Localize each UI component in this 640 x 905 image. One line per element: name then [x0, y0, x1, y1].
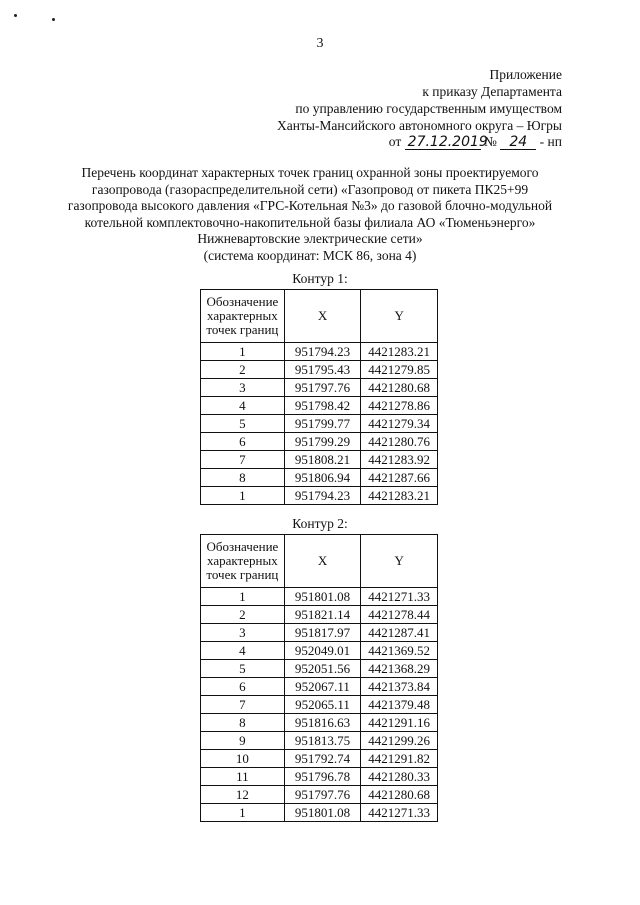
- table-row: [201, 397, 438, 415]
- appendix-block: [277, 66, 562, 134]
- x-cell: 951799.77: [284, 415, 361, 433]
- point-cell: 5: [201, 415, 285, 433]
- x-cell: 951801.08: [284, 588, 361, 606]
- y-cell: 4421271.33: [361, 588, 438, 606]
- y-cell: 4421369.52: [361, 642, 438, 660]
- y-cell: 4421280.68: [361, 786, 438, 804]
- y-cell: 4421278.86: [361, 397, 438, 415]
- table-row: [201, 487, 438, 505]
- table-row: [201, 804, 438, 822]
- contour-2-table: [200, 534, 438, 822]
- point-cell: 2: [201, 361, 285, 379]
- point-cell: 5: [201, 660, 285, 678]
- x-cell: 951813.75: [284, 732, 361, 750]
- point-cell: 1: [201, 487, 285, 505]
- x-cell: 952067.11: [284, 678, 361, 696]
- header-y: Y: [361, 290, 438, 343]
- scan-speck: [14, 14, 17, 17]
- x-cell: 952065.11: [284, 696, 361, 714]
- table-row: [201, 786, 438, 804]
- x-cell: 951794.23: [284, 343, 361, 361]
- table-row: [201, 606, 438, 624]
- table-row: [201, 469, 438, 487]
- point-cell: 4: [201, 642, 285, 660]
- contour-1-label: Контур 1:: [292, 271, 348, 286]
- order-prefix: от: [388, 134, 402, 149]
- appendix-line: Приложение: [489, 67, 562, 82]
- x-cell: 952051.56: [284, 660, 361, 678]
- x-cell: 951821.14: [284, 606, 361, 624]
- title-line: газопровода (газораспределительной сети) «Газопровод от пикета ПК25+99: [91, 181, 529, 197]
- point-cell: 1: [201, 588, 285, 606]
- point-cell: 7: [201, 696, 285, 714]
- point-cell: 8: [201, 469, 285, 487]
- point-cell: 3: [201, 379, 285, 397]
- x-cell: 951808.21: [284, 451, 361, 469]
- table-row: [201, 732, 438, 750]
- point-cell: 10: [201, 750, 285, 768]
- title-line: (система координат: МСК 86, зона 4): [203, 247, 417, 263]
- order-number-prefix: №: [484, 134, 497, 149]
- table-row: [201, 433, 438, 451]
- table-row: [201, 415, 438, 433]
- table-row: [201, 714, 438, 732]
- x-cell: 951806.94: [284, 469, 361, 487]
- order-date-handwritten: 27.12.2019: [405, 135, 481, 150]
- header-point: Обозначение характерных точек границ: [201, 535, 285, 588]
- contour-2-label: Контур 2:: [292, 516, 348, 531]
- y-cell: 4421287.41: [361, 624, 438, 642]
- y-cell: 4421368.29: [361, 660, 438, 678]
- table-row: [201, 660, 438, 678]
- point-cell: 12: [201, 786, 285, 804]
- y-cell: 4421279.34: [361, 415, 438, 433]
- point-cell: 6: [201, 433, 285, 451]
- appendix-line: Ханты-Мансийского автономного округа – Югры: [277, 118, 562, 133]
- y-cell: 4421379.48: [361, 696, 438, 714]
- x-cell: 951801.08: [284, 804, 361, 822]
- point-cell: 3: [201, 624, 285, 642]
- x-cell: 951798.42: [284, 397, 361, 415]
- table-row: [201, 642, 438, 660]
- scan-speck: [52, 18, 55, 21]
- x-cell: 951799.29: [284, 433, 361, 451]
- page-number: 3: [316, 36, 324, 51]
- header-point: Обозначение характерных точек границ: [201, 290, 285, 343]
- y-cell: 4421299.26: [361, 732, 438, 750]
- header-x: X: [284, 290, 361, 343]
- y-cell: 4421271.33: [361, 804, 438, 822]
- point-cell: 9: [201, 732, 285, 750]
- y-cell: 4421280.76: [361, 433, 438, 451]
- y-cell: 4421291.16: [361, 714, 438, 732]
- x-cell: 951795.43: [284, 361, 361, 379]
- x-cell: 951797.76: [284, 786, 361, 804]
- header-y: Y: [361, 535, 438, 588]
- y-cell: 4421280.33: [361, 768, 438, 786]
- x-cell: 951817.97: [284, 624, 361, 642]
- point-cell: 1: [201, 343, 285, 361]
- x-cell: 951792.74: [284, 750, 361, 768]
- point-cell: 11: [201, 768, 285, 786]
- y-cell: 4421280.68: [361, 379, 438, 397]
- table-header-row: [201, 290, 438, 343]
- title-line: Нижневартовские электрические сети»: [197, 231, 423, 246]
- table-row: [201, 624, 438, 642]
- title-line: газопровода высокого давления «ГРС-Котельная №3» до газовой блочно-модульной: [67, 198, 553, 213]
- point-cell: 6: [201, 678, 285, 696]
- y-cell: 4421287.66: [361, 469, 438, 487]
- table-row: [201, 379, 438, 397]
- point-cell: 7: [201, 451, 285, 469]
- order-suffix: - нп: [539, 134, 562, 149]
- y-cell: 4421283.21: [361, 343, 438, 361]
- title-line: Перечень координат характерных точек границ охранной зоны проектируемого: [81, 165, 539, 180]
- table-row: [201, 343, 438, 361]
- x-cell: 951796.78: [284, 768, 361, 786]
- title-line: котельной комплектовочно-накопительной базы филиала АО «Тюменьэнерго»: [84, 214, 536, 230]
- point-cell: 8: [201, 714, 285, 732]
- order-reference: [389, 134, 562, 150]
- x-cell: 952049.01: [284, 642, 361, 660]
- y-cell: 4421291.82: [361, 750, 438, 768]
- table-row: [201, 451, 438, 469]
- order-number-handwritten: 24: [500, 135, 536, 150]
- point-cell: 1: [201, 804, 285, 822]
- y-cell: 4421283.21: [361, 487, 438, 505]
- table-row: [201, 361, 438, 379]
- contour-1-table: [200, 289, 438, 505]
- x-cell: 951797.76: [284, 379, 361, 397]
- document-title: [60, 165, 560, 264]
- y-cell: 4421373.84: [361, 678, 438, 696]
- table-row: [201, 588, 438, 606]
- y-cell: 4421279.85: [361, 361, 438, 379]
- point-cell: 4: [201, 397, 285, 415]
- x-cell: 951816.63: [284, 714, 361, 732]
- table-row: [201, 750, 438, 768]
- point-cell: 2: [201, 606, 285, 624]
- y-cell: 4421278.44: [361, 606, 438, 624]
- appendix-line: по управлению государственным имуществом: [295, 101, 562, 116]
- appendix-line: к приказу Департамента: [422, 84, 562, 99]
- table-header-row: [201, 535, 438, 588]
- y-cell: 4421283.92: [361, 451, 438, 469]
- table-row: [201, 696, 438, 714]
- table-row: [201, 768, 438, 786]
- table-row: [201, 678, 438, 696]
- header-x: X: [284, 535, 361, 588]
- x-cell: 951794.23: [284, 487, 361, 505]
